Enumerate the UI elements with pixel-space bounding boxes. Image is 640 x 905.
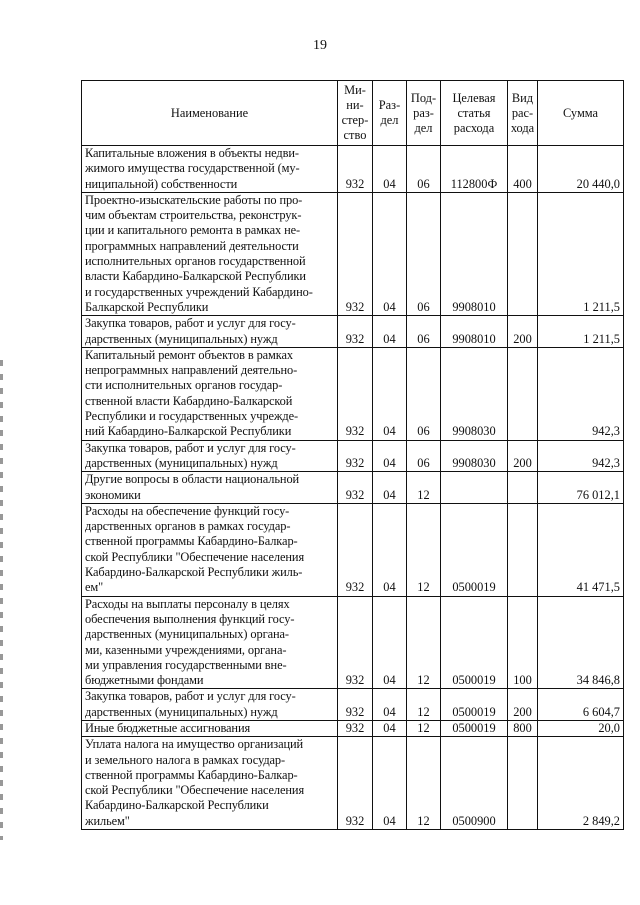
cell-sum: 942,3 (538, 347, 624, 440)
cell-sum: 6 604,7 (538, 689, 624, 721)
cell-subsection: 06 (407, 347, 441, 440)
header-type: Вид рас- хода (508, 81, 538, 146)
cell-sum: 41 471,5 (538, 503, 624, 596)
table-row (82, 347, 624, 440)
cell-ministry: 932 (338, 503, 373, 596)
cell-name: Другие вопросы в области национальной экономики (82, 472, 338, 504)
cell-name: Капитальные вложения в объекты недви- жимого имущества государственной (му- ниципальной) собственности (82, 146, 338, 193)
cell-target: 0500019 (441, 720, 508, 736)
table-header-row (82, 81, 624, 146)
cell-type: 200 (508, 316, 538, 348)
cell-name: Расходы на обеспечение функций госу- дарственных органов в рамках государ- ственной программы Кабардино-Балкар- ской Республики "Обеспечение населения Кабардино-Балкарской Республики жиль- ем" (82, 503, 338, 596)
cell-subsection: 06 (407, 440, 441, 472)
cell-section: 04 (373, 596, 407, 689)
cell-section: 04 (373, 316, 407, 348)
cell-ministry: 932 (338, 689, 373, 721)
cell-subsection: 06 (407, 192, 441, 315)
cell-ministry: 932 (338, 347, 373, 440)
header-subsection: Под- раз- дел (407, 81, 441, 146)
cell-ministry: 932 (338, 440, 373, 472)
header-ministry: Ми- ни- стер- ство (338, 81, 373, 146)
cell-type (508, 503, 538, 596)
cell-sum: 20 440,0 (538, 146, 624, 193)
table-row (82, 720, 624, 736)
header-target: Целевая статья расхода (441, 81, 508, 146)
cell-subsection: 12 (407, 472, 441, 504)
cell-target: 9908010 (441, 192, 508, 315)
table-row (82, 316, 624, 348)
cell-target: 0500900 (441, 737, 508, 830)
cell-sum: 20,0 (538, 720, 624, 736)
cell-ministry: 932 (338, 472, 373, 504)
cell-sum: 942,3 (538, 440, 624, 472)
cell-ministry: 932 (338, 720, 373, 736)
cell-subsection: 06 (407, 316, 441, 348)
cell-name: Расходы на выплаты персоналу в целях обеспечения выполнения функций госу- дарственных (муниципальных) органа- ми, казенными учреждениями, органа- ми управления государственными вне- бюджетными фондами (82, 596, 338, 689)
cell-section: 04 (373, 440, 407, 472)
cell-sum: 34 846,8 (538, 596, 624, 689)
cell-section: 04 (373, 737, 407, 830)
cell-type: 400 (508, 146, 538, 193)
cell-name: Капитальный ремонт объектов в рамках непрограммных направлений деятельно- сти исполнительных органов государ- ственной власти Кабардино-Балкарской Республики и государственных учрежде- ний Кабардино-Балкарской Республики (82, 347, 338, 440)
cell-subsection: 12 (407, 596, 441, 689)
cell-ministry: 932 (338, 192, 373, 315)
cell-subsection: 12 (407, 689, 441, 721)
cell-target: 112800Ф (441, 146, 508, 193)
cell-name: Проектно-изыскательские работы по про- чим объектам строительства, реконструк- ции и капитального ремонта в рамках не- программных направлений деятельности исполнительных органов государственной власти Кабардино-Балкарской Республики и государственных учреждений Кабардино- Балкарской Республики (82, 192, 338, 315)
table-row (82, 689, 624, 721)
cell-type: 800 (508, 720, 538, 736)
cell-type (508, 347, 538, 440)
table-row (82, 440, 624, 472)
cell-section: 04 (373, 720, 407, 736)
cell-subsection: 12 (407, 737, 441, 830)
table-row (82, 192, 624, 315)
cell-sum: 2 849,2 (538, 737, 624, 830)
margin-stamp-mark (0, 360, 3, 840)
cell-subsection: 12 (407, 720, 441, 736)
cell-subsection: 12 (407, 503, 441, 596)
cell-sum: 1 211,5 (538, 192, 624, 315)
cell-name: Уплата налога на имущество организаций и земельного налога в рамках государ- ственной программы Кабардино-Балкар- ской Республики "Обеспечение населения Кабардино-Балкарской Республики жильем" (82, 737, 338, 830)
cell-ministry: 932 (338, 316, 373, 348)
cell-target: 9908030 (441, 440, 508, 472)
table-row (82, 472, 624, 504)
table-row (82, 737, 624, 830)
cell-ministry: 932 (338, 737, 373, 830)
header-sum: Сумма (538, 81, 624, 146)
cell-target: 0500019 (441, 596, 508, 689)
cell-type: 100 (508, 596, 538, 689)
cell-section: 04 (373, 347, 407, 440)
cell-target: 9908030 (441, 347, 508, 440)
cell-section: 04 (373, 472, 407, 504)
cell-name: Закупка товаров, работ и услуг для госу- дарственных (муниципальных) нужд (82, 440, 338, 472)
page-number: 19 (313, 38, 327, 53)
budget-table (81, 80, 624, 830)
header-section: Раз- дел (373, 81, 407, 146)
cell-type (508, 192, 538, 315)
cell-ministry: 932 (338, 146, 373, 193)
cell-ministry: 932 (338, 596, 373, 689)
header-name: Наименование (82, 81, 338, 146)
cell-type (508, 472, 538, 504)
cell-name: Закупка товаров, работ и услуг для госу- дарственных (муниципальных) нужд (82, 316, 338, 348)
cell-type (508, 737, 538, 830)
cell-name: Иные бюджетные ассигнования (82, 720, 338, 736)
cell-section: 04 (373, 689, 407, 721)
cell-section: 04 (373, 146, 407, 193)
cell-target: 0500019 (441, 689, 508, 721)
cell-name: Закупка товаров, работ и услуг для госу- дарственных (муниципальных) нужд (82, 689, 338, 721)
table-row (82, 596, 624, 689)
cell-target: 0500019 (441, 503, 508, 596)
table-row (82, 146, 624, 193)
cell-section: 04 (373, 503, 407, 596)
cell-sum: 1 211,5 (538, 316, 624, 348)
cell-type: 200 (508, 689, 538, 721)
table-row (82, 503, 624, 596)
cell-target: 9908010 (441, 316, 508, 348)
cell-target (441, 472, 508, 504)
cell-sum: 76 012,1 (538, 472, 624, 504)
cell-subsection: 06 (407, 146, 441, 193)
cell-type: 200 (508, 440, 538, 472)
cell-section: 04 (373, 192, 407, 315)
